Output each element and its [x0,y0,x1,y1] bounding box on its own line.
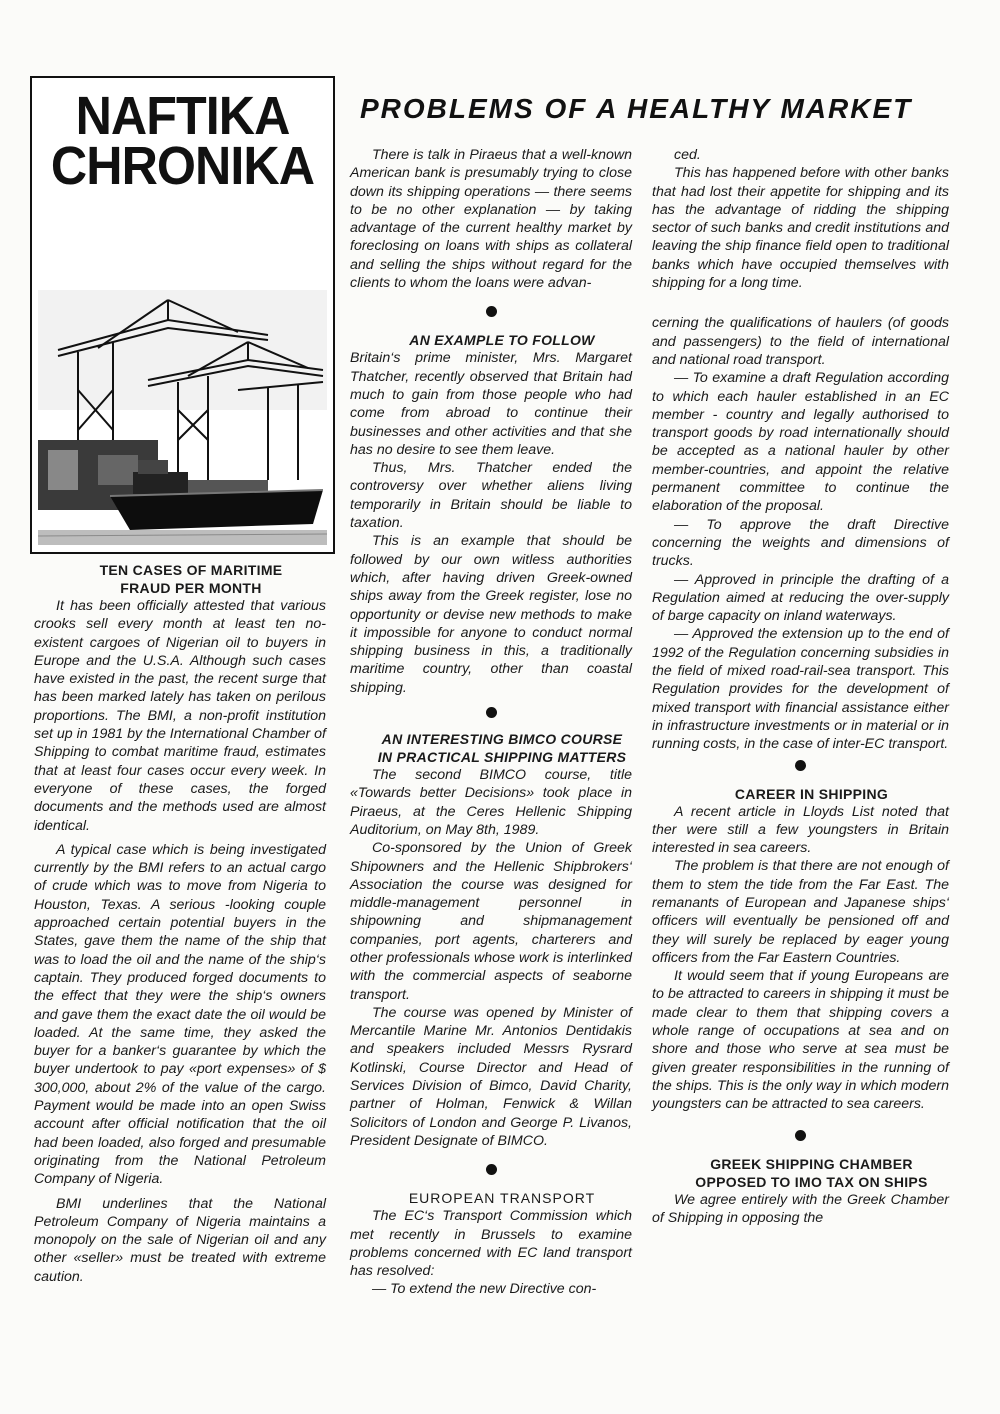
heading-example-to-follow: AN EXAMPLE TO FOLLOW [409,332,595,349]
euro-cont-1: — To examine a draft Regulation according to which each hauler established in an EC member - country and legally authorised to transport goods by road internationally should be accepted as a national hauler by other member-countries, and appoint the relative permanent committee to continue the elaboration of the proposal. [652,370,949,515]
fraud-paragraph-3: BMI underlines that the National Petroleum Company of Nigeria maintains a monopoly on the sale of Nigerian oil and any other «seller» must be treated with extreme caution. [34,1195,326,1285]
masthead-logo [43,86,323,196]
bimco-paragraph-3: The course was opened by Minister of Mercantile Marine Mr. Antonios Dentidakis and speakers included Messrs Rysrard Kotlinski, Course Director and Head of Services Division of Bimco, David Charity, partner of Holman, Fenwick & Willan Solicitors of London and George P. Livanos, President Designate of BIMCO. [350,1004,632,1149]
masthead-box [30,76,335,554]
euro-cont-0: cerning the qualifications of haulers (of goods and passengers) to the field of international and national road transport. [652,315,949,368]
port-cranes-ship-photo [38,290,327,545]
section-bullet [795,760,806,771]
heading-bimco-2: IN PRACTICAL SHIPPING MATTERS [377,749,627,766]
heading-bimco-1: AN INTERESTING BIMCO COURSE [381,731,623,748]
euro-cont-4: — Approved the extension up to the end of 1992 of the Regulation concerning subsidies in the field of mixed road-rail-sea transport. This Regulation provides for the development of mixed transport with financial assistance either in infrastructure investments or in material or in running costs, in the case of inter-EC transport. [652,626,949,753]
heading-greek-chamber-2: OPPOSED TO IMO TAX ON SHIPS [695,1173,928,1190]
column-2 [350,146,632,1299]
euro-paragraph-2: — To extend the new Directive con- [372,1281,597,1298]
section-bullet [486,306,497,317]
greek-paragraph-1: We agree entirely with the Greek Chamber of Shipping in opposing the [652,1191,949,1226]
heading-greek-chamber-1: GREEK SHIPPING CHAMBER [710,1155,913,1172]
career-paragraph-1: A recent article in Lloyds List noted that ther were still a few youngsters in Britain interested in sea careers. [652,803,949,857]
example-paragraph-3: This is an example that should be followed by our own witless authorities which, after having driven Greek-owned ships away from the Greek register, lose no opportunity or devise new methods to make it impossible for anyone to conduct normal shipping business in this, a traditionally maritime country, other than coastal shipping. [350,533,632,696]
bimco-paragraph-2: Co-sponsored by the Union of Greek Shipowners and the Hellenic Shipbrokers‘ Association the course was designed for middle-management personnel in shipowning and shipmanagement companies, port agents, charterers and other professionals whose work is interlinked with the commercial aspects of seaborne transport. [350,840,632,1003]
column-3 [652,146,949,1227]
heading-maritime-fraud-2: FRAUD PER MONTH [120,580,262,596]
healthy-market-cont-0: ced. [674,147,701,163]
section-bullet [486,1164,497,1175]
healthy-market-intro: There is talk in Piraeus that a well-known American bank is presumably trying to close down its shipping operations — there seems to be no other explanation — by taking advantage of the current healthy market by foreclosing on loans with ships as collateral and selling the ships without regard for the clients to whom the loans were advan- [350,147,632,292]
column-1 [34,561,326,1286]
bimco-paragraph-1: The second BIMCO course, title «Towards better Decisions» took place in Piraeus, at the Ceres Hellenic Shipping Auditorium, on May 8th, 1989. [350,767,632,838]
section-bullet [795,1130,806,1141]
logo-line-2: CHRONIKA [50,135,315,196]
example-paragraph-1: Britain‘s prime minister, Mrs. Margaret Thatcher, recently observed that Britain had much to gain from those people who had come from abroad to continue their businesses and other activities and that she has no desire to see them leave. [350,350,632,458]
heading-career-in-shipping: CAREER IN SHIPPING [734,785,889,802]
career-paragraph-3: It would seem that if young Europeans are to be attracted to careers in shipping it must be made clear to them that shipping covers a whole range of occupations at sea and on shore and those who serve at sea must be given greater responsibilities in the running of the ships. This is the only way in which modern youngsters can be attracted to sea careers. [652,968,949,1113]
healthy-market-cont-1: This has happened before with other banks that had lost their appetite for shipping and its has the advantage of ridding the shipping sector of such banks and credit institutions and leaving the ship finance field open to traditional banks which have occupied themselves with shipping for a long time. [652,165,949,292]
euro-cont-3: — Approved in principle the drafting of a Regulation aimed at reducing the over-supply of barge capacity on inland waterways. [652,571,949,625]
euro-cont-2: — To approve the draft Directive concerning the weights and dimensions of trucks. [652,516,949,570]
career-paragraph-2: The problem is that there are not enough of them to stem the tide from the Far East. The remanants of European and Japanese ships‘ officers will eventually be pensioned off and they will surely be replaced by eager young officers from the Far Eastern Countries. [652,858,949,966]
heading-european-transport: EUROPEAN TRANSPORT [408,1190,596,1207]
fraud-paragraph-2: A typical case which is being investigated currently by the BMI refers to an actual cargo of crude which was to move from Nigeria to Houston, Texas. A serious -looking couple approached certain potential buyers in the States, gave them the name of the ship that was to load the oil and the name of the ship‘s captain. They produced forged documents to the effect that they were the ship‘s owners and gave them the exact date the oil would be loaded. At the same time, they asked the buyer for a banker‘s guarantee by which the buyer undertook to pay «port expenses» of $ 300,000, about 2% of the value of the cargo. Payment would be made into an open Swiss account after official notification that the oil had been loaded, also forged and presumable originating from the National Petroleum Company of Nigeria. [34,841,326,1188]
example-paragraph-2: Thus, Mrs. Thatcher ended the controversy over whether aliens living temporarily in Britain should be liable to taxation. [350,460,632,532]
section-bullet [486,707,497,718]
euro-paragraph-1: The EC‘s Transport Commission which met recently in Brussels to examine problems concerned with EC land transport has resolved: [350,1208,632,1280]
page-headline: PROBLEMS OF A HEALTHY MARKET [360,93,913,124]
logo-line-1: NAFTIKA [75,86,290,146]
fraud-paragraph-1: It has been officially attested that various crooks sell every month at least ten no-existent cargoes of Nigerian oil to buyers in Europe and the U.S.A. Although such cases have existed in the past, the recent surge that has been marked lately has taken on perilous proportions. The BMI, a non-profit institution set up in 1981 by the International Chamber of Shipping to combat maritime fraud, estimates that at least four cases occur every week. In everyone of these cases, the forged documents and the methods used are almost identical. [34,598,326,834]
heading-maritime-fraud-1: TEN CASES OF MARITIME [99,562,283,578]
